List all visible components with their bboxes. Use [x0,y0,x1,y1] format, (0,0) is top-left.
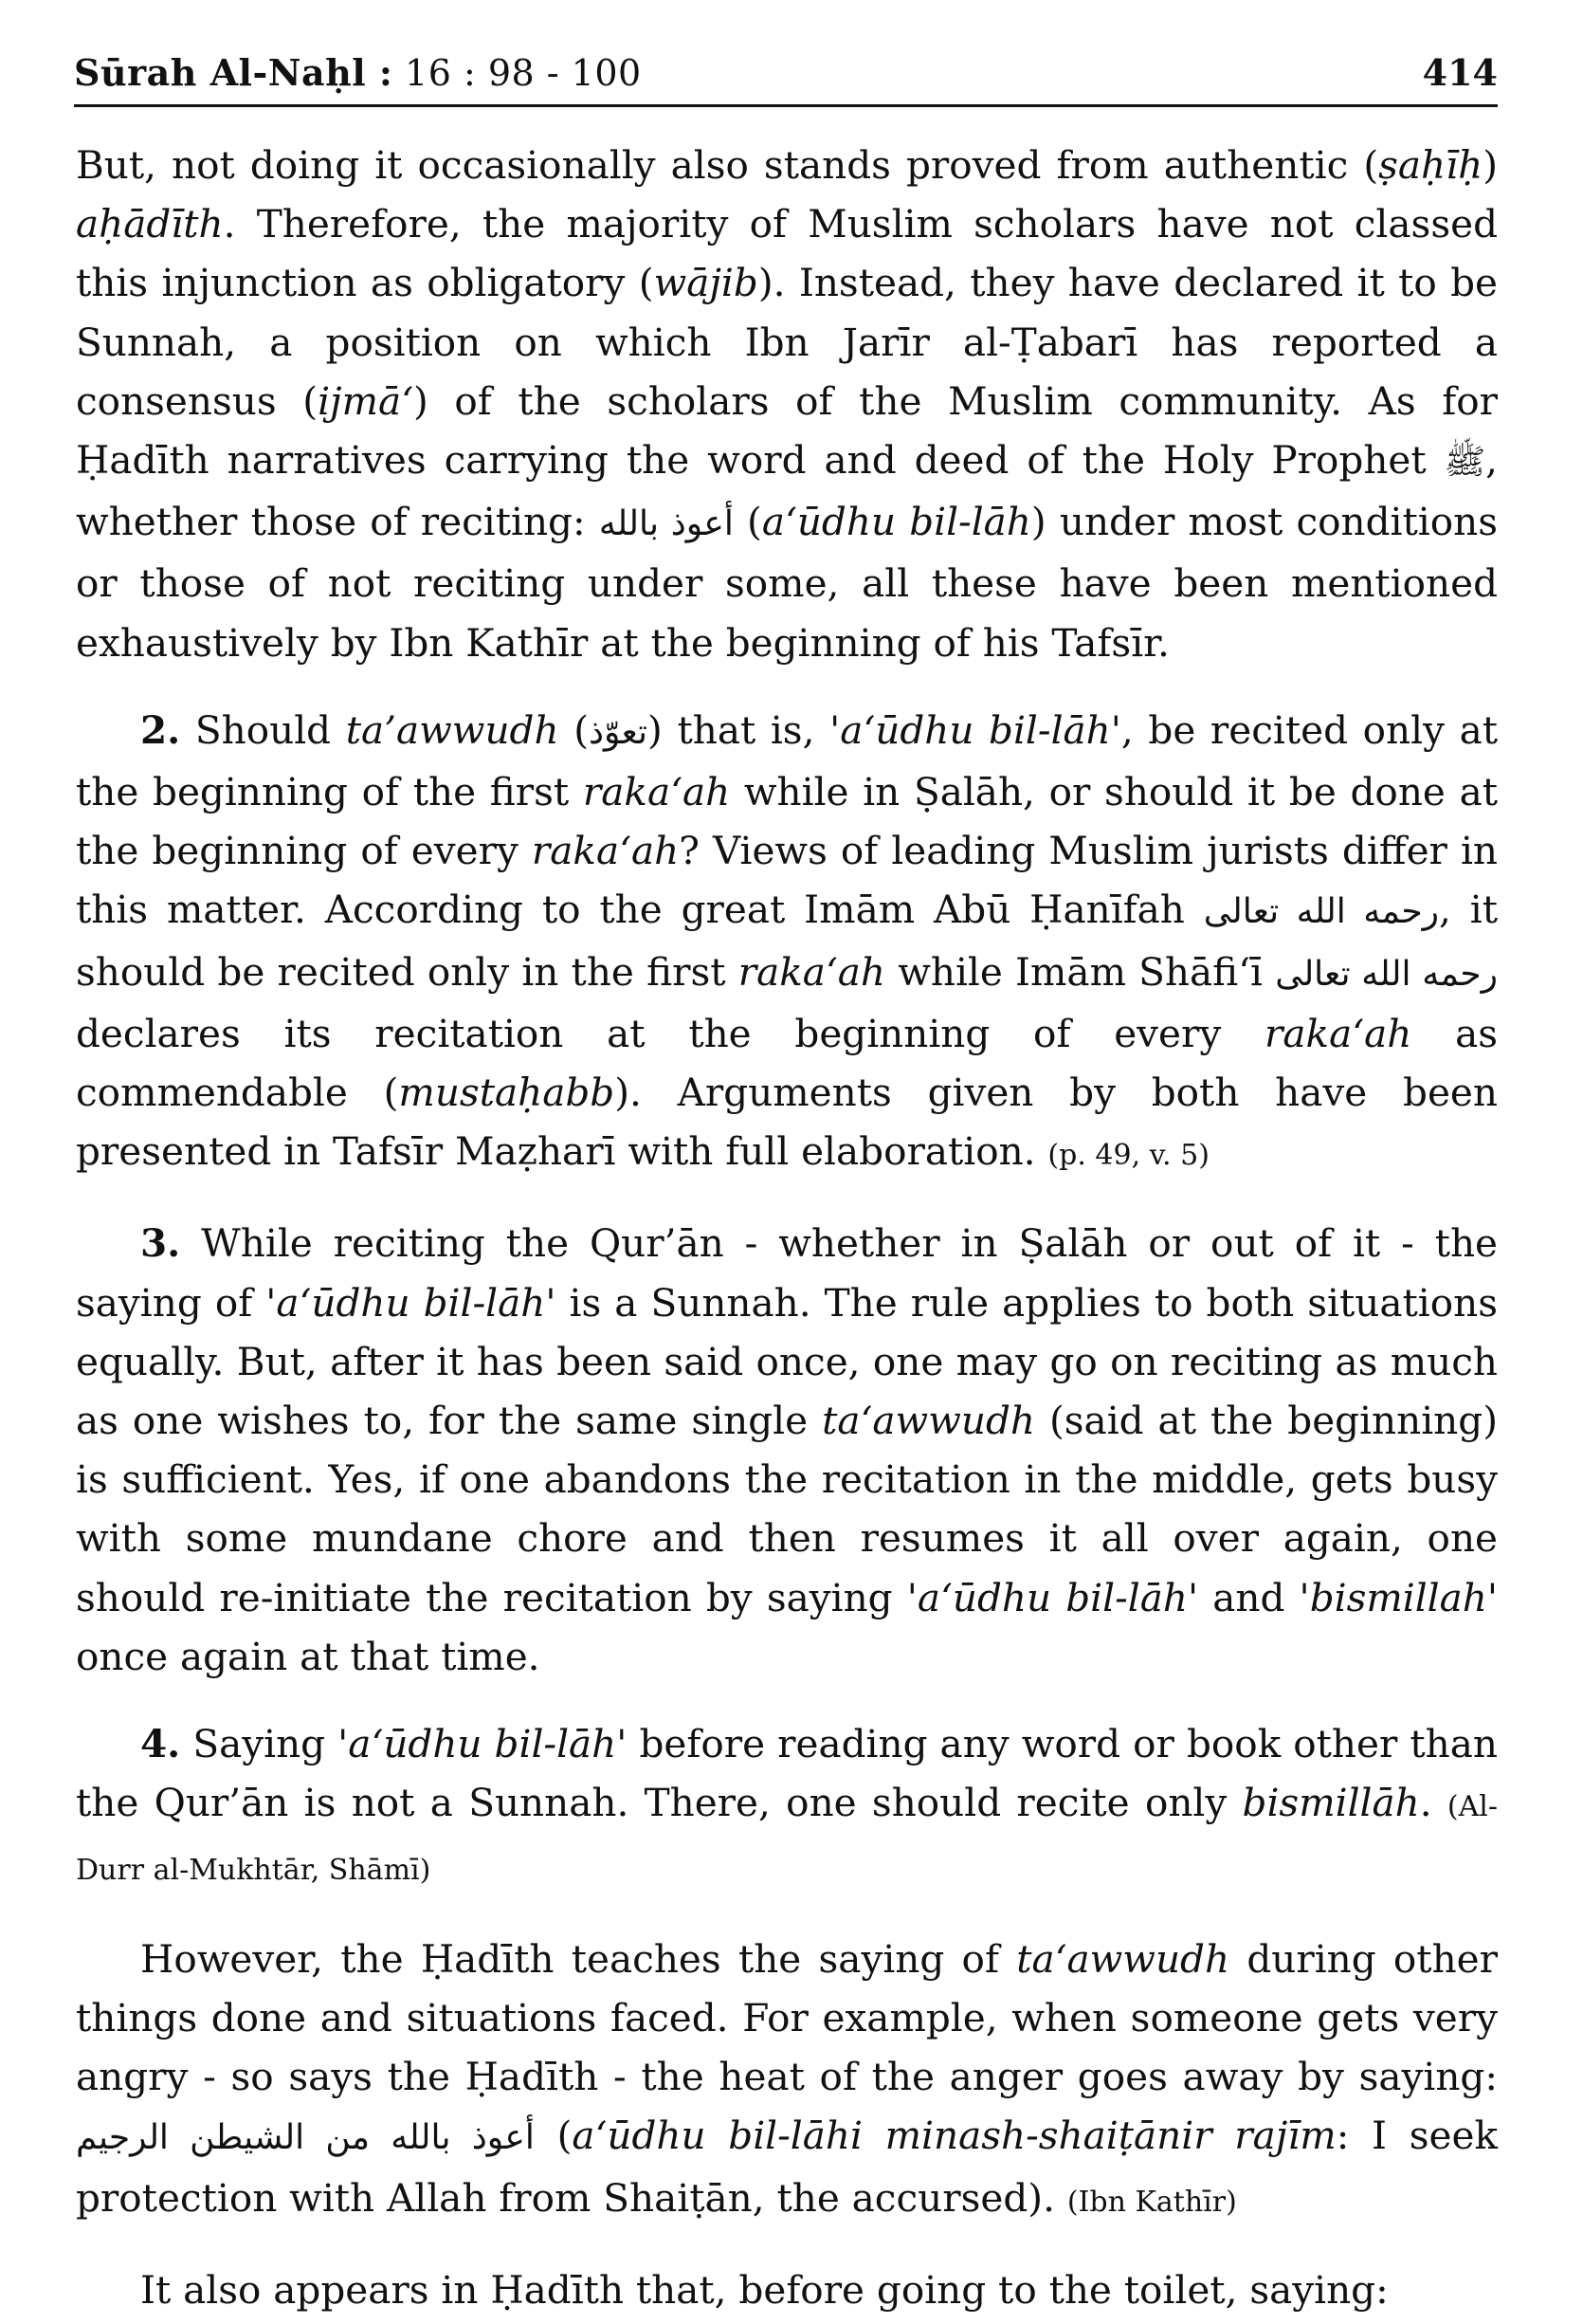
text-run: as commendable ( [76,1010,1498,1116]
text-run: ' once again at that time. [76,1574,1498,1679]
italic-term: ta’awwudh [345,706,559,753]
text-run: during other things done and situations faced. For example, when someone gets very angry - so says the Ḥadīth - the heat of the anger goes away by saying: [76,1935,1498,2100]
text-run: Saying ' [180,1721,349,1767]
verse-reference: 16 : 98 - 100 [392,52,642,94]
point-number: 3. [140,1220,181,1267]
italic-term: a‘ūdhu bil-lāh [276,1279,546,1326]
italic-term: bismillāh [1242,1780,1420,1826]
text-run: ) that is, ' [647,706,841,753]
text-run: ) of the scholars of the Muslim community. As for Ḥadīth narratives carrying the word and deed of the Holy Prophet [76,377,1499,484]
text-run: It also appears in Ḥadīth that, before going to the toilet, saying: [140,2266,1389,2313]
text-run: ). Instead, they have declared it to be Sunnah, a position on which Ibn Jarīr al-Ṭabarī has reported a consensus ( [76,260,1498,424]
paragraph-anger-hadith [76,1930,1498,2232]
italic-term: a‘ūdhu bil-lāhi minash-shaiṭānir rajīm [572,2113,1337,2159]
citation: (Ibn Kathīr) [1066,2185,1237,2219]
italic-term: a‘ūdhu bil-lāh [761,499,1031,545]
text-run: ). Arguments given by both have been presented in Tafsīr Maẓharī with full elaboration. [76,1070,1498,1175]
italic-term: mustaḥabb [398,1070,615,1116]
italic-term: wājib [653,260,758,306]
arabic-phrase: رحمه الله تعالى [1275,954,1499,994]
text-run: But, not doing it occasionally also stands proved from authentic ( [76,142,1379,188]
arabic-phrase: رحمه الله تعالى [1203,892,1439,932]
italic-term: raka‘ah [531,828,680,874]
citation: (p. 49, v. 5) [1047,1139,1210,1173]
page-number: 414 [1422,51,1498,94]
text-run: While reciting the Qur’ān - whether in Ṣalāh or out of it - the saying of ' [76,1220,1498,1326]
text-run: while Imām Shāfi‘ī [885,948,1276,995]
italic-term: raka‘ah [1265,1010,1412,1056]
text-run: ( [733,499,762,545]
text-run: ' is a Sunnah. The rule applies to both situations equally. But, after it has been said once, one may go on reciting as much as one wishes to, for the same single [76,1279,1498,1444]
text-run: ', be recited only at the beginning of the first [76,706,1499,815]
text-run: , it should be recited only in the first [76,887,1498,995]
italic-term: bismillah [1309,1574,1487,1620]
text-run: ( [534,2113,573,2159]
running-title [74,51,642,94]
point-number: 4. [140,1721,181,1767]
text-run: ) [1483,142,1498,188]
italic-term: ta‘awwudh [1016,1935,1230,1982]
italic-term: raka‘ah [737,948,886,995]
italic-term: a‘ūdhu bil-lāh [840,706,1111,753]
paragraph-continuation [76,136,1498,672]
paragraph-point-3 [76,1214,1498,1686]
text-run: (said at the beginning) is sufficient. Yes, if one abandons the recitation in the middle, gets busy with some mundane chore and then resumes it all over again, one should re-initiate the recitation by saying ' [76,1398,1498,1620]
surah-name: Sūrah Al-Naḥl : [74,51,393,94]
page-header [74,49,1498,107]
text-run: . Therefore, the majority of Muslim scholars have not classed this injunction as obligatory ( [76,201,1498,306]
text-run: Should [180,706,346,753]
text-run: ' and ' [1187,1574,1310,1620]
paragraph-point-4 [76,1714,1498,1901]
italic-term: ijmā‘ [318,377,413,424]
text-run: ' before reading any word or book other than the Qur’ān is not a Sunnah. There, one should recite only [76,1721,1498,1826]
text-run: , whether those of reciting: [76,437,1498,545]
italic-term: ṣaḥīḥ [1378,142,1483,188]
text-run: ? Views of leading Muslim jurists differ in this matter. According to the great Imām Abū Ḥanīfah [76,828,1498,933]
arabic-phrase: ﷺ [1444,443,1486,483]
point-number: 2. [140,706,181,753]
text-run: . [1419,1780,1447,1826]
text-run: declares its recitation at the beginning of every [76,1010,1265,1056]
italic-term: a‘ūdhu bil-lāh [917,1574,1188,1620]
text-run: while in Ṣalāh, or should it be done at the beginning of every [76,769,1498,874]
italic-term: raka‘ah [582,769,731,815]
text-run: However, the Ḥadīth teaches the saying of [140,1935,1017,1982]
arabic-phrase: تعوّذ [589,712,648,752]
text-run: ( [558,706,590,753]
citation: (Al-Durr al-Mukhtār, Shāmī) [76,1790,1498,1888]
text-run: ) under most conditions or those of not reciting under some, all these have been mentioned exhaustively by Ibn Kathīr at the beginning of his Tafsīr. [76,499,1498,666]
italic-term: a‘ūdhu bil-lāh [348,1721,617,1767]
text-run: : I seek protection with Allah from Shaiṭān, the accursed). [76,2113,1499,2221]
arabic-phrase: أعوذ بالله من الشيطن الرجيم [76,2118,535,2158]
page-body [76,136,1498,2319]
arabic-phrase: أعوذ بالله [598,504,734,544]
paragraph-point-2 [76,701,1498,1186]
italic-term: ta‘awwudh [822,1398,1035,1444]
italic-term: aḥādīth [76,201,224,247]
paragraph-toilet-hadith [76,2260,1498,2319]
